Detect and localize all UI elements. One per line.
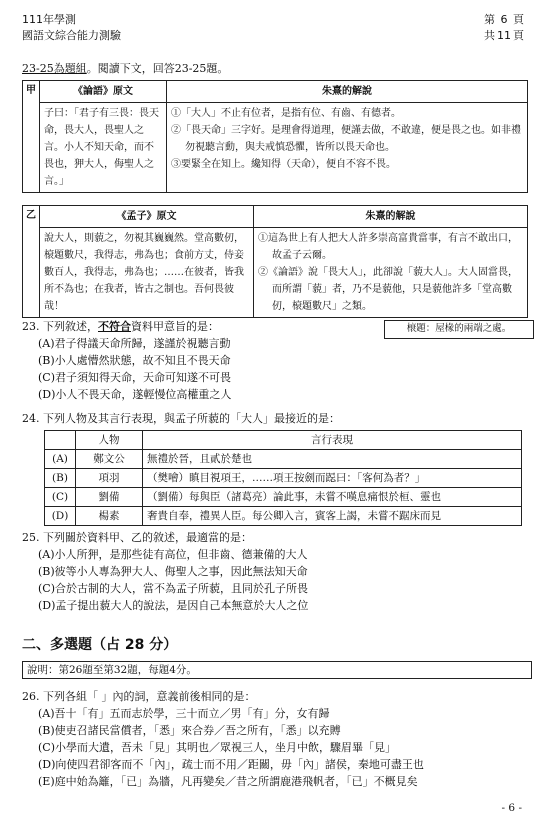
question-stem: 25. 下列關於資料甲、乙的敘述，最適當的是：	[22, 531, 252, 544]
option-b: (B)使吏召諸民當償者，「悉」來合券／吾之所有，「悉」以充賻	[38, 724, 341, 737]
section-description: 說明：第26題至第32題，每題4分。	[22, 661, 532, 679]
table-row: (C) 劉備 （劉備）每與臣（諸葛亮）論此事，未嘗不嘆息痛恨於桓、靈也	[45, 488, 522, 507]
question-25	[22, 529, 308, 614]
page-indicator: 第 6 頁	[484, 13, 524, 26]
header-right	[484, 12, 524, 44]
people-table	[44, 430, 522, 526]
question-stem: 23. 下列敘述，不符合資料甲意旨的是：	[22, 320, 219, 333]
exam-title: 111年學測	[22, 13, 76, 26]
column-header: 人物	[76, 431, 143, 450]
option-d: (D)孟子提出藐大人的說法，是因自己本無意於大人之位	[38, 599, 309, 612]
option-d: (D)向使四君卻客而不「內」，疏士而不用／距關，毋「內」諸侯，秦地可盡王也	[38, 758, 424, 771]
option-b: (B)彼等小人專為狎大人、侮聖人之事，因此無法知天命	[38, 565, 308, 578]
table-tag: 乙	[23, 206, 40, 318]
commentary-item: ③要緊全在知上。纔知得（天命），便自不容不畏。	[171, 159, 396, 170]
page-number: 6	[500, 13, 508, 26]
table-row: (A) 鄭文公 無禮於晉，且貳於楚也	[45, 450, 522, 469]
page-footer: - 6 -	[501, 801, 522, 814]
commentary	[254, 228, 528, 318]
group-instruction: 23-25為題組。閱讀下文，回答23-25題。	[22, 62, 229, 75]
column-header: 《論語》原文	[40, 81, 167, 103]
commentary-item: ①「大人」不止有位者，是指有位、有齒、有德者。	[171, 108, 401, 119]
column-header: 《孟子》原文	[40, 206, 254, 228]
column-header: 朱熹的解說	[167, 81, 528, 103]
subject-title: 國語文綜合能力測驗	[22, 29, 121, 42]
source-table-a	[22, 80, 528, 193]
original-text: 說大人，則藐之，勿視其巍巍然。堂高數仞，榱題數尺，我得志，弗為也；食前方丈，侍妾數百人，我得志，弗為也；……在彼者，皆我所不為也；在我者，皆古之制也。吾何畏彼哉！	[40, 228, 254, 318]
question-26	[22, 688, 424, 790]
question-stem: 24. 下列人物及其言行表現，與孟子所藐的「大人」最接近的是：	[22, 412, 340, 425]
column-header: 言行表現	[143, 431, 522, 450]
commentary-item: ②《論語》說「畏大人」，此卻說「藐大人」。大人固當畏，而所謂「藐」者，乃不是藐他，只是藐他許多「堂高數仞，榱題數尺」之類。	[258, 267, 518, 312]
total-pages: 共 11 頁	[484, 29, 524, 42]
column-header: 朱熹的解說	[254, 206, 528, 228]
original-text: 子曰：「君子有三畏：畏天命，畏大人，畏聖人之言。小人不知天命，而不畏也，狎大人，侮聖人之言。」	[40, 103, 167, 193]
option-e: (E)庭中始為籬，「已」為牆，凡再變矣／昔之所謂鹿港飛帆者，「已」不概見矣	[38, 775, 418, 788]
header-left	[22, 12, 121, 44]
option-c: (C)合於古制的大人，當不為孟子所藐，且同於孔子所畏	[38, 582, 308, 595]
commentary-item: ②「畏天命」三字好。是理會得道理，便謹去做，不敢違，便是畏之也。如非禮勿視聽言動，與夫戒慎恐懼，皆所以畏天命也。	[171, 125, 521, 153]
question-24	[22, 410, 340, 427]
question-23	[22, 318, 231, 403]
negation-mark: 不符合	[98, 320, 131, 333]
section-title: 二、多選題（占 28 分）	[22, 637, 178, 653]
table-row: (B) 項羽 （樊噲）瞋目視項王，……項王按劍而跽曰：「客何為者？」	[45, 469, 522, 488]
option-d: (D)小人不畏天命，遂輕慢位高權重之人	[38, 388, 232, 401]
question-stem: 26. 下列各組「 」內的詞，意義前後相同的是：	[22, 690, 256, 703]
option-c: (C)小學而大遺，吾未「見」其明也／眾視三人，坐月中飲，驟眉畢「見」	[38, 741, 396, 754]
option-a: (A)吾十「有」五而志於學，三十而立／男「有」分，女有歸	[38, 707, 330, 720]
commentary	[167, 103, 528, 193]
commentary-item: ①這為世上有人把大人許多崇高富貴當事，有言不敢出口，故孟子云爾。	[258, 233, 518, 261]
table-row: (D) 楊素 奢貴自奉，禮異人臣。每公卿入言，賓客上謁，未嘗不踞床而見	[45, 507, 522, 526]
table-tag: 甲	[23, 81, 40, 193]
option-a: (A)小人所狎，是那些徒有高位，但非齒、德兼備的大人	[38, 548, 308, 561]
footnote-box: 榱題：屋椽的兩端之處。	[384, 320, 534, 339]
option-c: (C)君子須知得天命，天命可知遂不可畏	[38, 371, 231, 384]
option-b: (B)小人處懵然狀態，故不知且不畏天命	[38, 354, 231, 367]
source-table-b	[22, 205, 528, 318]
option-a: (A)君子得議天命所歸，遂謹於視聽言動	[38, 337, 231, 350]
